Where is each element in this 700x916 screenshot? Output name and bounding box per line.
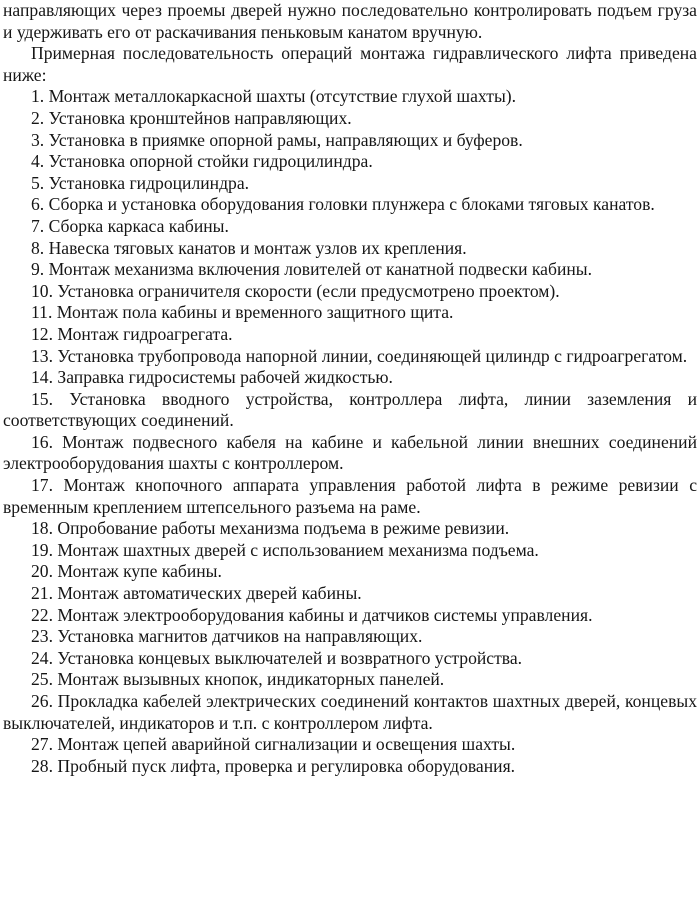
step-item: 28. Пробный пуск лифта, проверка и регулировка оборудования. — [31, 755, 516, 776]
step-item: 25. Монтаж вызывных кнопок, индикаторных панелей. — [31, 669, 445, 690]
step-item: 19. Монтаж шахтных дверей с использованием механизма подъема. — [31, 539, 539, 560]
step-item: 14. Заправка гидросистемы рабочей жидкостью. — [31, 367, 393, 388]
step-item: 2. Установка кронштейнов направляющих. — [31, 107, 352, 128]
step-item: 3. Установка в приямке опорной рамы, направляющих и буферов. — [31, 129, 523, 150]
step-item: 18. Опробование работы механизма подъема в режиме ревизии. — [31, 518, 510, 539]
assembly-steps-list — [3, 86, 697, 777]
step-item: 7. Сборка каркаса кабины. — [31, 215, 229, 236]
step-item: 12. Монтаж гидроагрегата. — [31, 323, 233, 344]
step-item: 21. Монтаж автоматических дверей кабины. — [31, 583, 362, 604]
step-item: 15. Установка вводного устройства, контроллера лифта, линии заземления и соответствующих соединений. — [3, 388, 697, 431]
step-item: 17. Монтаж кнопочного аппарата управления работой лифта в режиме ревизии с временным креплением штепсельного разъема на раме. — [3, 475, 697, 517]
step-item: 20. Монтаж купе кабины. — [31, 561, 222, 582]
step-item: 10. Установка ограничителя скорости (если предусмотрено проектом). — [31, 280, 560, 301]
step-item: 22. Монтаж электрооборудования кабины и датчиков системы управления. — [31, 604, 593, 625]
step-item: 24. Установка концевых выключателей и возвратного устройства. — [31, 647, 523, 668]
step-item: 16. Монтаж подвесного кабеля на кабине и кабельной линии внешних соединений электрооборудования шахты с контроллером. — [3, 431, 697, 474]
step-item: 1. Монтаж металлокаркасной шахты (отсутствие глухой шахты). — [31, 86, 517, 107]
intro-heading-paragraph: Примерная последовательность операций монтажа гидравлического лифта приведена ниже: — [3, 43, 697, 85]
intro-continuation-paragraph: направляющих через проемы дверей нужно последовательно контролировать подъем груза и удерживать его от раскачивания пеньковым канатом вручную. — [3, 0, 697, 42]
step-item: 4. Установка опорной стойки гидроцилиндра. — [31, 151, 373, 172]
step-item: 8. Навеска тяговых канатов и монтаж узлов их крепления. — [31, 237, 467, 258]
step-item: 13. Установка трубопровода напорной линии, соединяющей цилиндр с гидроагрегатом. — [31, 345, 688, 366]
document-page — [3, 0, 697, 777]
step-item: 26. Прокладка кабелей электрических соединений контактов шахтных дверей, концевых выключателей, индикаторов и т.п. с контроллером лифта. — [3, 691, 697, 733]
step-item: 23. Установка магнитов датчиков на направляющих. — [31, 626, 423, 647]
step-item: 5. Установка гидроцилиндра. — [31, 172, 250, 193]
step-item: 9. Монтаж механизма включения ловителей от канатной подвески кабины. — [31, 259, 592, 280]
step-item: 27. Монтаж цепей аварийной сигнализации и освещения шахты. — [31, 734, 516, 755]
step-item: 6. Сборка и установка оборудования головки плунжера с блоками тяговых канатов. — [31, 194, 655, 215]
step-item: 11. Монтаж пола кабины и временного защитного щита. — [31, 302, 454, 323]
